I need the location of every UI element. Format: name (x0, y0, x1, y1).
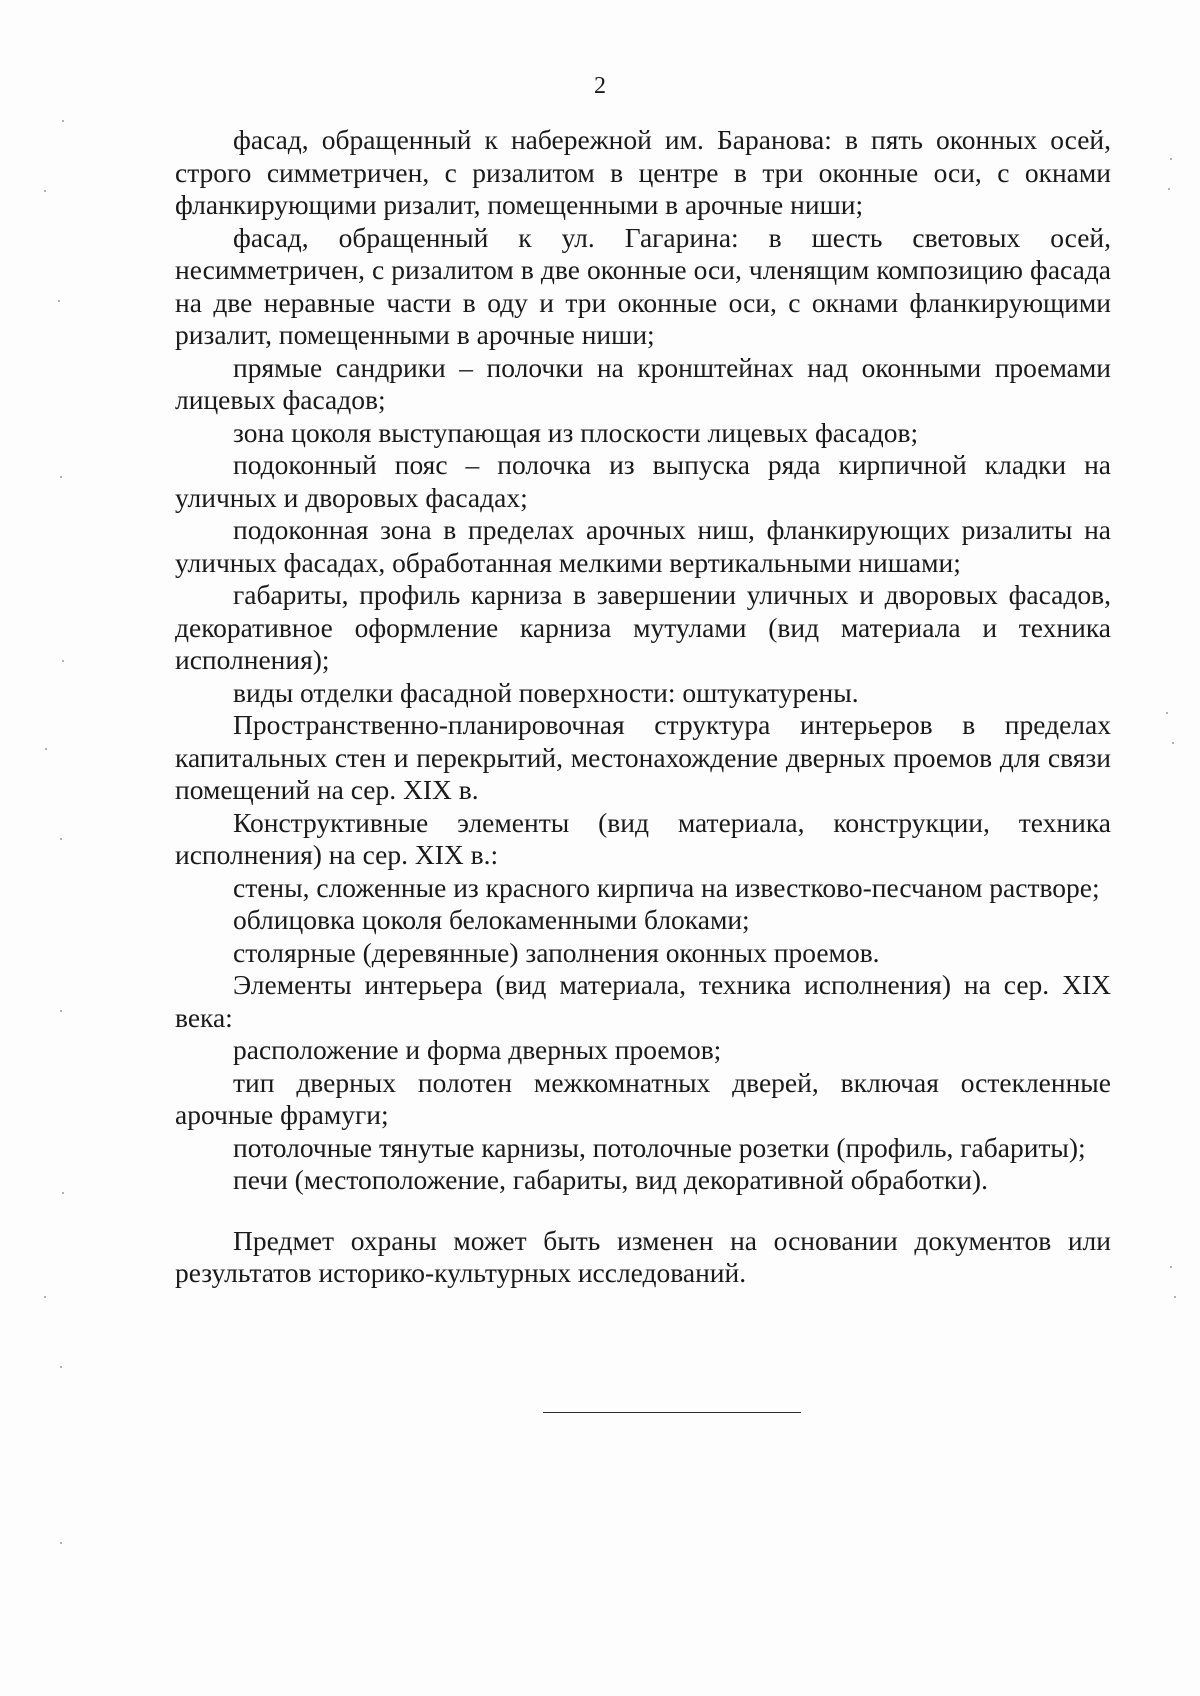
page-number: 2 (594, 73, 606, 99)
scan-speck (1170, 158, 1172, 160)
paragraph: потолочные тянутые карнизы, потолочные розетки (профиль, габариты); (233, 1131, 1086, 1163)
paragraph: виды отделки фасадной поверхности: оштукатурены. (233, 676, 859, 708)
paragraph: фасад, обращенный к ул. Гагарина: в шесть световых осей, несимметричен, с ризалитом в две оконные оси, членящим композицию фасада на две неравные части в оду и три оконные оси, с окнами фланкирующими ризалит, помещенными в арочные ниши; (175, 221, 1111, 350)
paragraph: стены, сложенные из красного кирпича на известково-песчаном растворе; (233, 871, 1100, 903)
paragraph: Элементы интерьера (вид материала, техника исполнения) на сер. XIX века: (175, 969, 1111, 1033)
paragraph: столярные (деревянные) заполнения оконных проемов. (233, 936, 880, 968)
scan-speck (60, 1010, 62, 1012)
paragraph: подоконная зона в пределах арочных ниш, фланкирующих ризалиты на уличных фасадах, обработанная мелкими вертикальными нишами; (175, 514, 1111, 578)
paragraph: подоконный пояс – полочка из выпуска ряда кирпичной кладки на уличных и дворовых фасадах; (175, 449, 1111, 513)
scan-speck (60, 838, 62, 840)
scan-speck (1172, 742, 1174, 744)
paragraph: тип дверных полотен межкомнатных дверей, включая остекленные арочные фрамуги; (175, 1066, 1111, 1130)
document-body (175, 124, 1111, 1290)
scan-speck (58, 300, 60, 302)
scan-speck (1174, 1296, 1176, 1298)
closing-paragraph: Предмет охраны может быть изменен на основании документов или результатов историко-культурных исследований. (175, 1224, 1111, 1288)
scan-speck (62, 120, 64, 122)
scan-speck (44, 190, 46, 192)
paragraph: расположение и форма дверных проемов; (233, 1034, 722, 1065)
scan-speck (60, 1542, 62, 1544)
paragraph: зона цоколя выступающая из плоскости лицевых фасадов; (233, 416, 919, 448)
scan-speck (60, 476, 62, 478)
scan-speck (62, 660, 64, 662)
scan-speck (1166, 712, 1168, 714)
scan-speck (62, 1192, 64, 1194)
scan-speck (1168, 188, 1170, 190)
scan-speck (60, 1366, 62, 1368)
paragraph: печи (местоположение, габариты, вид декоративной обработки). (233, 1164, 988, 1195)
end-of-document-rule (543, 1412, 801, 1413)
paragraph: габариты, профиль карниза в завершении уличных и дворовых фасадов, декоративное оформление карниза мутулами (вид материала и техника исполнения); (175, 579, 1111, 675)
scan-speck (1170, 1266, 1172, 1268)
paragraph: фасад, обращенный к набережной им. Баранова: в пять оконных осей, строго симметричен, с ризалитом в центре в три оконные оси, с окнами фланкирующими ризалит, помещенными в арочные ниши; (175, 124, 1111, 220)
paragraph: прямые сандрики – полочки на кронштейнах над оконными проемами лицевых фасадов; (175, 351, 1111, 415)
paragraph: Пространственно-планировочная структура интерьеров в пределах капитальных стен и перекрытий, местонахождение дверных проемов для связи помещений на сер. XIX в. (175, 709, 1111, 805)
scan-speck (44, 1296, 46, 1298)
paragraph: облицовка цоколя белокаменными блоками; (233, 904, 750, 935)
paragraph: Конструктивные элементы (вид материала, конструкции, техника исполнения) на сер. XIX в.: (175, 806, 1111, 870)
scan-speck (45, 748, 47, 750)
